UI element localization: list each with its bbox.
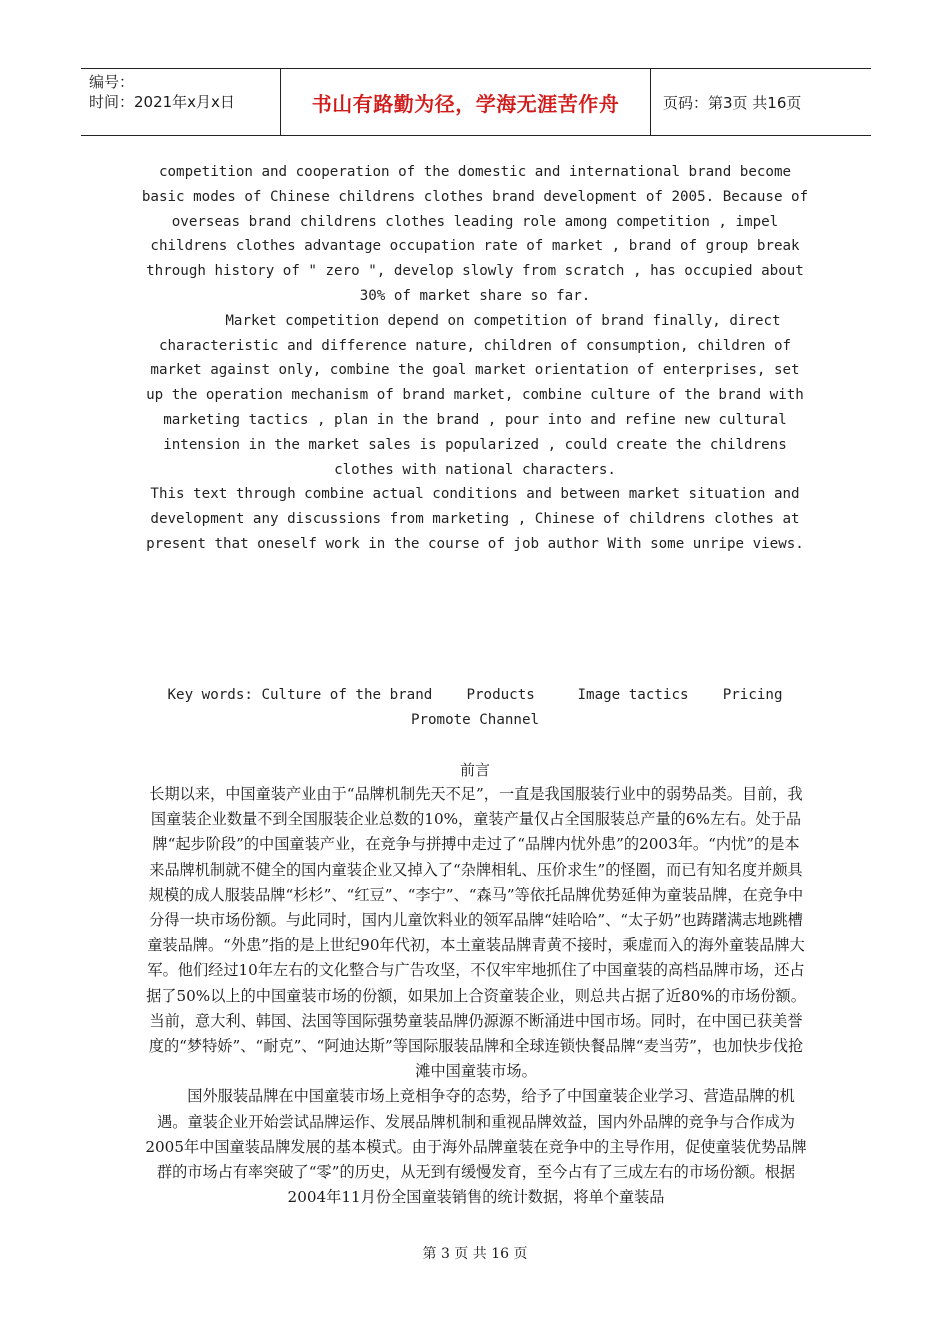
keywords-line: Key words: Culture of the brand Products Image tactics Pricing Promote Channel (167, 687, 800, 728)
abstract-paragraph: This text through combine actual conditions and between market situation and development any discussions from marketing , Chinese of childrens clothes at present that oneself work in the course of job author With some unripe views. (146, 486, 804, 552)
abstract-paragraph: Market competition depend on competition of brand finally, direct characteristic and difference nature, children of consumption, children of market against only, combine the goal market orientation of enterprises, set up the operation mechanism of brand market, combine culture of the brand with marketing tactics , plan in the brand , pour into and refine new cultural intension in the market sales is popularized , could create the childrens clothes with national characters. (146, 312, 804, 478)
header-meta-cell (81, 69, 281, 135)
document-time-label: 时间：2021年x月x日 (89, 93, 235, 111)
page-footer: 第 3 页 共 16 页 (422, 1246, 528, 1262)
abstract-paragraph: competition and cooperation of the domestic and international brand become basic modes of Chinese childrens clothes brand development of 2005. Because of overseas brand childrens clothes leading role among competition , impel childrens clothes advantage occupation rate of market , brand of group break through history of " zero ", develop slowly from scratch , has occupied about 30% of market share so far. (141, 164, 809, 304)
preface-paragraph: 长期以来，中国童装产业由于“品牌机制先天不足”，一直是我国服装行业中的弱势品类。目前，我国童装企业数量不到全国服装企业总数的10%，童装产量仅占全国服装总产量的6%左右。处于品牌“起步阶段”的中国童装产业，在竞争与拼搏中走过了“品牌内忧外患”的2003年。“内忧”的是本来品牌机制就不健全的国内童装企业又掉入了“杂牌相轧、压价求生”的怪圈，而已有知名度并颇具规模的成人服装品牌“杉杉”、“红豆”、“李宁”、“森马”等依托品牌优势延伸为童装品牌，在竞争中分得一块市场份额。与此同时，国内儿童饮料业的领军品牌“娃哈哈”、“太子奶”也踌躇满志地跳槽童装品牌。“外患”指的是上世纪90年代初，本土童装品牌青黄不接时，乘虚而入的海外童装品牌大军。他们经过10年左右的文化整合与广告攻坚，不仅牢牢地抓住了中国童装的高档品牌市场，还占据了50%以上的中国童装市场的份额，如果加上合资童装企业，则总共占据了近80%的市场份额。当前，意大利、韩国、法国等国际强势童装品牌仍源源不断涌进中国市场。同时，在中国已获美誉度的“梦特娇”、“耐克”、“阿迪达斯”等国际服装品牌和全球连锁快餐品牌“麦当劳”，也加快步伐抢滩中国童装市场。 (146, 785, 806, 1081)
preface-body (145, 782, 807, 1210)
header-page-number: 页码：第3页 共16页 (663, 93, 802, 112)
preface-title: 前言 (459, 761, 490, 779)
document-header (81, 68, 871, 136)
preface-paragraph: 国外服装品牌在中国童装市场上竞相争夺的态势，给予了中国童装企业学习、营造品牌的机遇。童装企业开始尝试品牌运作、发展品牌机制和重视品牌效益，国内外品牌的竞争与合作成为2005年中国童装品牌发展的基本模式。由于海外品牌童装在竞争中的主导作用，促使童装优势品牌群的市场占有率突破了“零”的历史，从无到有缓慢发育，至今占有了三成左右的市场份额。根据2004年11月份全国童装销售的统计数据，将单个童装品 (145, 1087, 807, 1207)
document-number-label: 编号： (89, 73, 135, 91)
english-abstract (140, 160, 810, 557)
header-motto: 书山有路勤为径，学海无涯苦作舟 (281, 69, 651, 135)
